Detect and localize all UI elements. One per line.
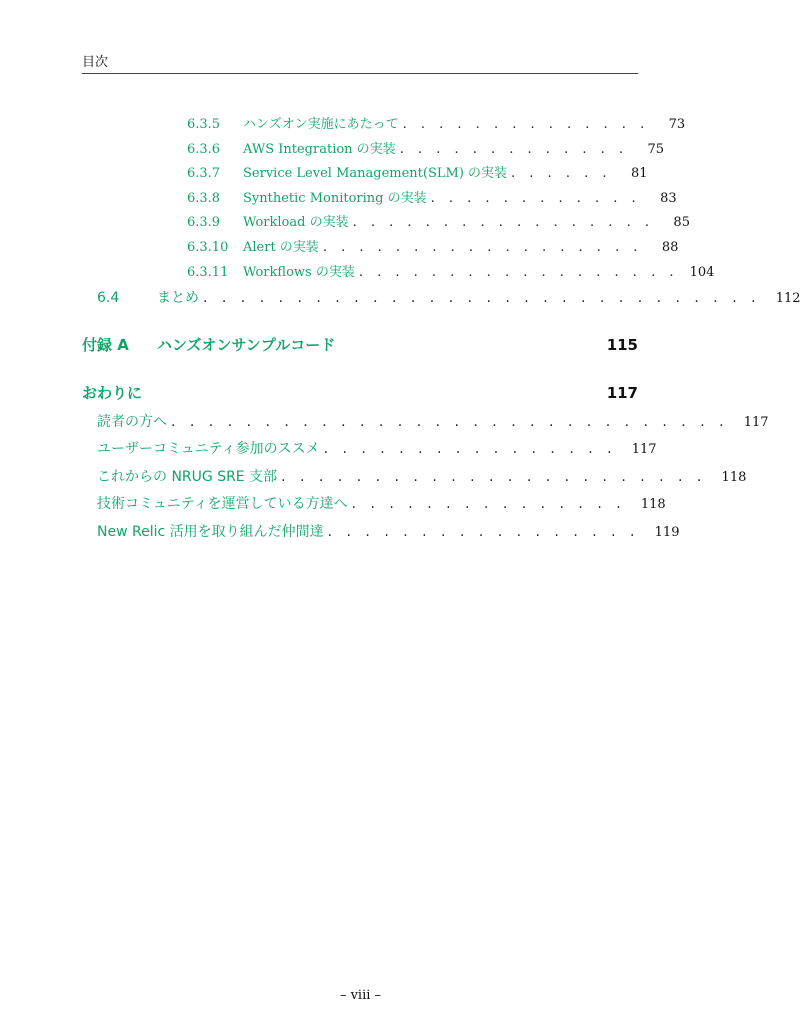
- entry-title: ハンズオン実施にあたって: [243, 117, 399, 132]
- entry-title: New Relic 活用を取り組んだ仲間達: [97, 524, 324, 540]
- entry-title: おわりに: [82, 384, 143, 402]
- leader-dots: . . . . . .: [511, 166, 612, 181]
- toc-entry-new-relic-friends[interactable]: [97, 521, 680, 543]
- entry-page-number: 117: [631, 442, 657, 457]
- entry-number: 付録 A: [82, 336, 129, 354]
- leader-dots: . . . . . . . . . . . . .: [399, 142, 628, 157]
- toc-entry-nrug-sre[interactable]: [97, 466, 747, 488]
- entry-title: Workload の実装: [243, 215, 349, 230]
- entry-title: Synthetic Monitoring の実装: [243, 191, 427, 206]
- entry-page-number: 119: [654, 525, 680, 540]
- entry-page-number: 85: [673, 215, 690, 230]
- entry-title: 読者の方へ: [97, 414, 167, 430]
- toc-entry-6-4[interactable]: [97, 287, 801, 309]
- leader-dots: . . . . . . . . . . . . . .: [402, 117, 650, 132]
- entry-page-number: 88: [661, 240, 679, 255]
- entry-page-number: 75: [647, 142, 664, 157]
- entry-number: 6.3.9: [187, 215, 221, 230]
- leader-dots: . . . . . . . . . . . . . . . . . . . . . . .: [281, 469, 707, 485]
- entry-title: AWS Integration の実装: [243, 142, 396, 157]
- toc-entry-afterword[interactable]: [82, 382, 638, 406]
- leader-dots: . . . . . . . . . . . . . . .: [351, 496, 626, 512]
- entry-page-number: 118: [640, 497, 666, 512]
- leader-dots: . . . . . . . . . . . .: [430, 191, 641, 206]
- entry-page-number: 81: [630, 166, 648, 181]
- leader-dots: . . . . . . . . . . . . . . . .: [323, 441, 617, 457]
- entry-title: Service Level Management(SLM) の実装: [243, 166, 508, 181]
- entry-number: 6.3.6: [187, 142, 221, 157]
- entry-title: Workflows の実装: [243, 265, 355, 280]
- leader-dots: . . . . . . . . . . . . . . . . . .: [322, 240, 643, 255]
- toc-entry-for-readers[interactable]: [97, 411, 769, 433]
- leader-dots: . . . . . . . . . . . . . . . . .: [327, 524, 640, 540]
- leader-dots: . . . . . . . . . . . . . . . . . . . . . . . . . . . . . .: [203, 290, 761, 306]
- entry-title: まとめ: [157, 290, 199, 306]
- entry-title: これからの NRUG SRE 支部: [97, 469, 278, 485]
- entry-page-number: 115: [606, 336, 638, 354]
- toc-entry-6-3-5[interactable]: [187, 113, 686, 133]
- running-header: 目次: [82, 55, 109, 70]
- toc-entry-user-community[interactable]: [97, 438, 657, 460]
- leader-dots: . . . . . . . . . . . . . . . . .: [352, 215, 654, 230]
- leader-dots: . . . . . . . . . . . . . . . . . . . . . . . . . . . . . .: [171, 414, 729, 430]
- entry-number: 6.3.10: [187, 240, 229, 255]
- header-rule: [82, 73, 638, 74]
- entry-title: 技術コミュニティを運営している方達へ: [97, 496, 348, 512]
- entry-page-number: 112: [775, 291, 801, 306]
- entry-number: 6.3.11: [187, 265, 229, 280]
- page-number-footer: – viii –: [339, 988, 382, 1003]
- leader-dots: . . . . . . . . . . . . . . . . . .: [358, 265, 679, 280]
- entry-title: ハンズオンサンプルコード: [157, 336, 336, 354]
- entry-title: ユーザーコミュニティ参加のススメ: [97, 441, 320, 457]
- entry-page-number: 73: [668, 117, 686, 132]
- toc-entry-6-3-9[interactable]: [187, 211, 690, 231]
- entry-page-number: 117: [743, 415, 769, 430]
- entry-title: Alert の実装: [243, 240, 319, 255]
- toc-entry-community-organizers[interactable]: [97, 493, 666, 515]
- entry-page-number: 117: [606, 384, 638, 402]
- entry-page-number: 118: [721, 470, 747, 485]
- toc-entry-6-3-6[interactable]: [187, 138, 664, 158]
- toc-entry-6-3-10[interactable]: [187, 236, 679, 256]
- toc-entry-6-3-8[interactable]: [187, 187, 677, 207]
- entry-page-number: 104: [689, 265, 715, 280]
- entry-page-number: 83: [660, 191, 677, 206]
- entry-number: 6.3.8: [187, 191, 221, 206]
- toc-entry-appendix-a[interactable]: [82, 334, 638, 358]
- toc-entry-6-3-7[interactable]: [187, 162, 648, 182]
- entry-number: 6.4: [97, 290, 120, 306]
- entry-number: 6.3.7: [187, 166, 221, 181]
- toc-entry-6-3-11[interactable]: [187, 261, 715, 281]
- entry-number: 6.3.5: [187, 117, 221, 132]
